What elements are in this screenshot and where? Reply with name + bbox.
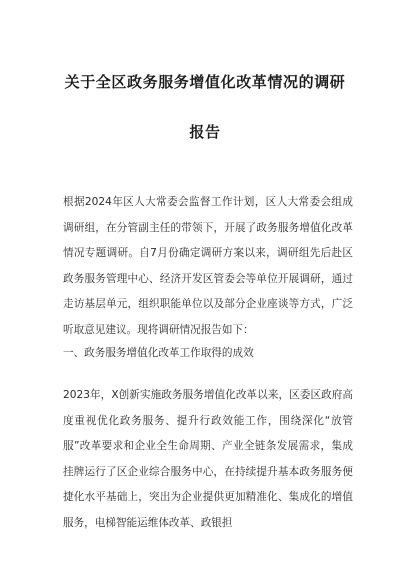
document-title: 关于全区政务服务增值化改革情况的调研	[64, 73, 346, 91]
intro-paragraph: 根据2024年区人大常委会监督工作计划，区人大常委会组成调研组，在分管副主任的带领下，开展了政务服务增值化改革情况专题调研。自7月份确定调研方案以来，调研组先后赴区政务服务管理中心、经济开发区管委会等单位开展调研，通过走访基层单元，组织职能单位以及部分企业座谈等方式，广泛听取意见建议。现将调研情况报告如下：	[63, 196, 353, 336]
document-title-continued: 报告	[189, 123, 221, 141]
body-paragraph: 2023年，X创新实施政务服务增值化改革以来，区委区政府高度重视优化政务服务、提升行政效能工作，围绕深化“放管服”改革要求和企业全生命周期、产业全链条发展需求，集成挂牌运行了区企业综合服务中心，在持续提升基本政务服务便捷化水平基础上，突出为企业提供更加精准化、集成化的增值服务，电梯智能运维体改革、政银担	[63, 389, 353, 529]
section-heading: 一、政务服务增值化改革工作取得的成效	[63, 347, 254, 359]
